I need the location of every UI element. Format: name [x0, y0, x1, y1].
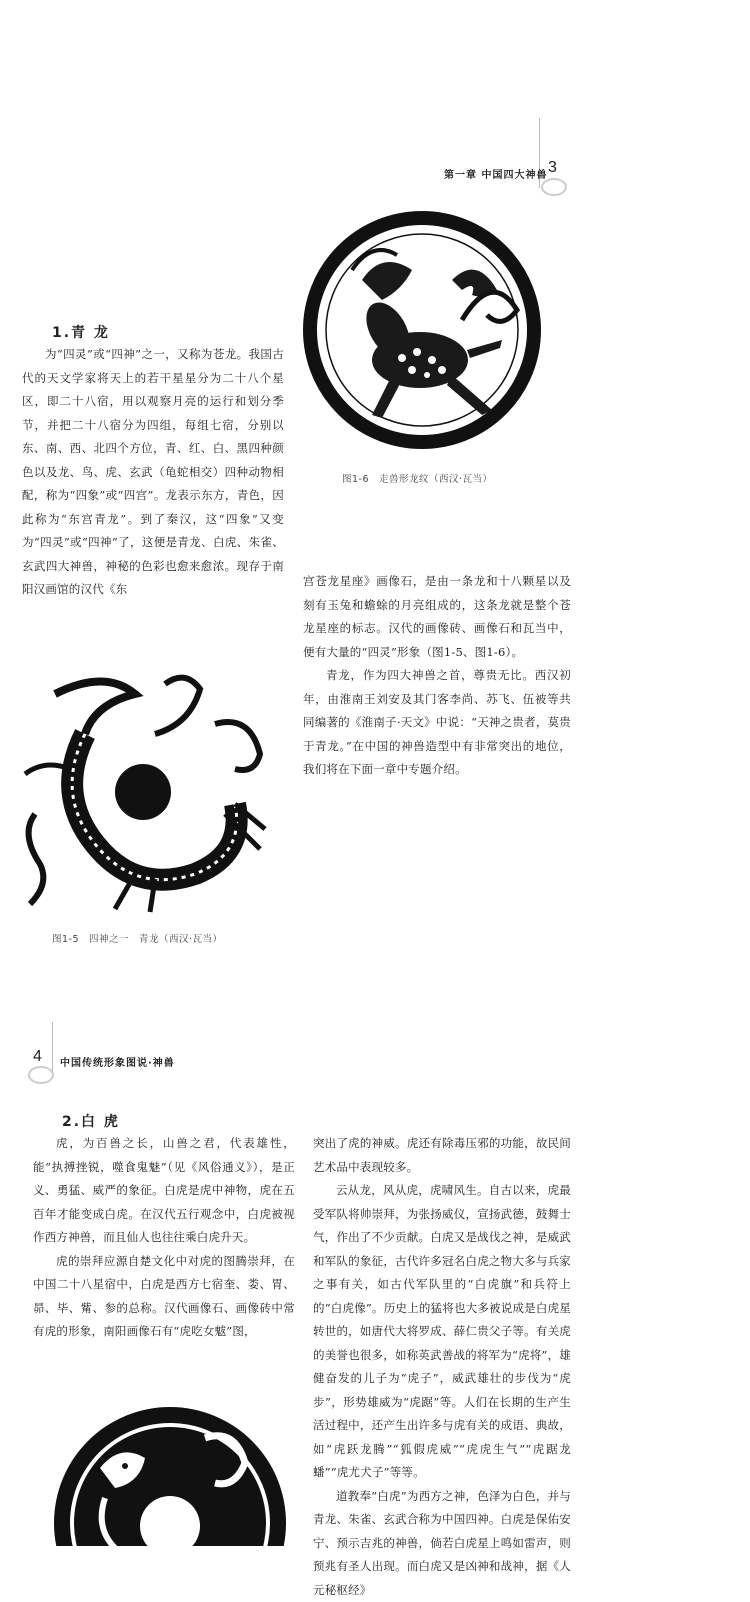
- seal-ornament-icon: [541, 178, 567, 196]
- paragraph: 虎，为百兽之长，山兽之君，代表雄性，能“执搏挫锐，噬食鬼魅”（见《风俗通义》），是正义、勇猛、威严的象征。白虎是虎中神物，虎在五百年才能变成白虎。在汉代五行观念中，白虎被视作西方神兽，而且仙人也往往乘白虎升天。: [33, 1132, 295, 1250]
- text-column-right: [313, 1132, 571, 1602]
- figure-1-5-dragon: [15, 664, 275, 916]
- section-title-baihu: 2.白 虎: [62, 1111, 120, 1131]
- text-column-right: [303, 570, 571, 782]
- paragraph: 云从龙，风从虎，虎啸风生。自古以来，虎最受军队将帅崇拜，为张扬威仪，宣扬武德，鼓舞士气，作出了不少贡献。白虎又是战伐之神，是威武和军队的象征，古代许多冠名白虎之物大多与兵家之事有关，如古代军队里的“白虎旗”和兵符上的“白虎像”。历史上的猛将也大多被说成是白虎星转世的，如唐代大将罗成、薛仁贵父子等。有关虎的美誉也很多，如称英武善战的将军为“虎将”，雄健奋发的儿子为“虎子”，威武雄壮的步伐为“虎步”，形势雄威为“虎踞”等。人们在长期的生产生活过程中，还产生出许多与虎有关的成语、典故，如“虎跃龙腾”“狐假虎威”“虎虎生气”“虎踞龙蟠”“虎尤犬子”等等。: [313, 1179, 571, 1485]
- text-column-left: [33, 1132, 295, 1344]
- paragraph: 道教奉“白虎”为西方之神，色泽为白色，并与青龙、朱雀、玄武合称为中国四神。白虎是保佑安宁、预示吉兆的神兽，倘若白虎星上鸣如雷声，则预兆有圣人出现。而白虎又是凶神和战神，据《人元秘枢经》: [313, 1485, 571, 1602]
- paragraph: 宫苍龙星座》画像石，是由一条龙和十八颗星以及刻有玉兔和蟾蜍的月亮组成的，这条龙就是整个苍龙星座的标志。汉代的画像砖、画像石和瓦当中，便有大量的“四灵”形象（图1-5、图1-6）。: [303, 570, 571, 664]
- figure-1-6-caption: 图1-6 走兽形龙纹（西汉·瓦当）: [342, 471, 493, 485]
- seal-ornament-icon: [28, 1066, 54, 1084]
- paragraph: 虎的崇拜应源自楚文化中对虎的图腾崇拜，在中国二十八星宿中，白虎是西方七宿奎、娄、胃、昴、毕、觜、参的总称。汉代画像石、画像砖中常有虎的形象，南阳画像石有“虎吃女魃”图，: [33, 1250, 295, 1344]
- section-title-qinglong: 1.青 龙: [52, 322, 110, 342]
- white-tiger-roundel: [45, 1398, 295, 1546]
- paragraph: 青龙，作为四大神兽之首，尊贵无比。西汉初年，由淮南王刘安及其门客李尚、苏飞、伍被等共同编著的《淮南子·天文》中说：“天神之贵者，莫贵于青龙。”在中国的神兽造型中有非常突出的地位，我们将在下面一章中专题介绍。: [303, 664, 571, 782]
- page-number: 4: [33, 1048, 42, 1066]
- book-header: 中国传统形象图说·神兽: [60, 1054, 175, 1069]
- figure-1-5-caption: 图1-5 四神之一 青龙（西汉·瓦当）: [52, 931, 223, 945]
- page-number: 3: [548, 159, 557, 177]
- header-rule: [52, 1022, 53, 1072]
- text-column-left: [22, 343, 284, 602]
- chapter-header: 第一章 中国四大神兽: [444, 166, 547, 181]
- figure-1-6-roundel: [302, 210, 542, 450]
- paragraph: 为“四灵”或“四神”之一，又称为苍龙。我国古代的天文学家将天上的若干星星分为二十八个星区，即二十八宿，用以观察月亮的运行和划分季节，并把二十八宿分为四组，每组七宿，分别以东、南、西、北四个方位，青、红、白、黑四种颜色以及龙、鸟、虎、玄武（龟蛇相交）四种动物相配，称为“四象”或“四宫”。龙表示东方，青色，因此称为“东宫青龙”。到了秦汉，这“四象”又变为“四灵”或“四神”了，这便是青龙、白虎、朱雀、玄武四大神兽，神秘的色彩也愈来愈浓。现存于南阳汉画馆的汉代《东: [22, 343, 284, 602]
- paragraph: 突出了虎的神威。虎还有除毒压邪的功能，故民间艺术品中表现较多。: [313, 1132, 571, 1179]
